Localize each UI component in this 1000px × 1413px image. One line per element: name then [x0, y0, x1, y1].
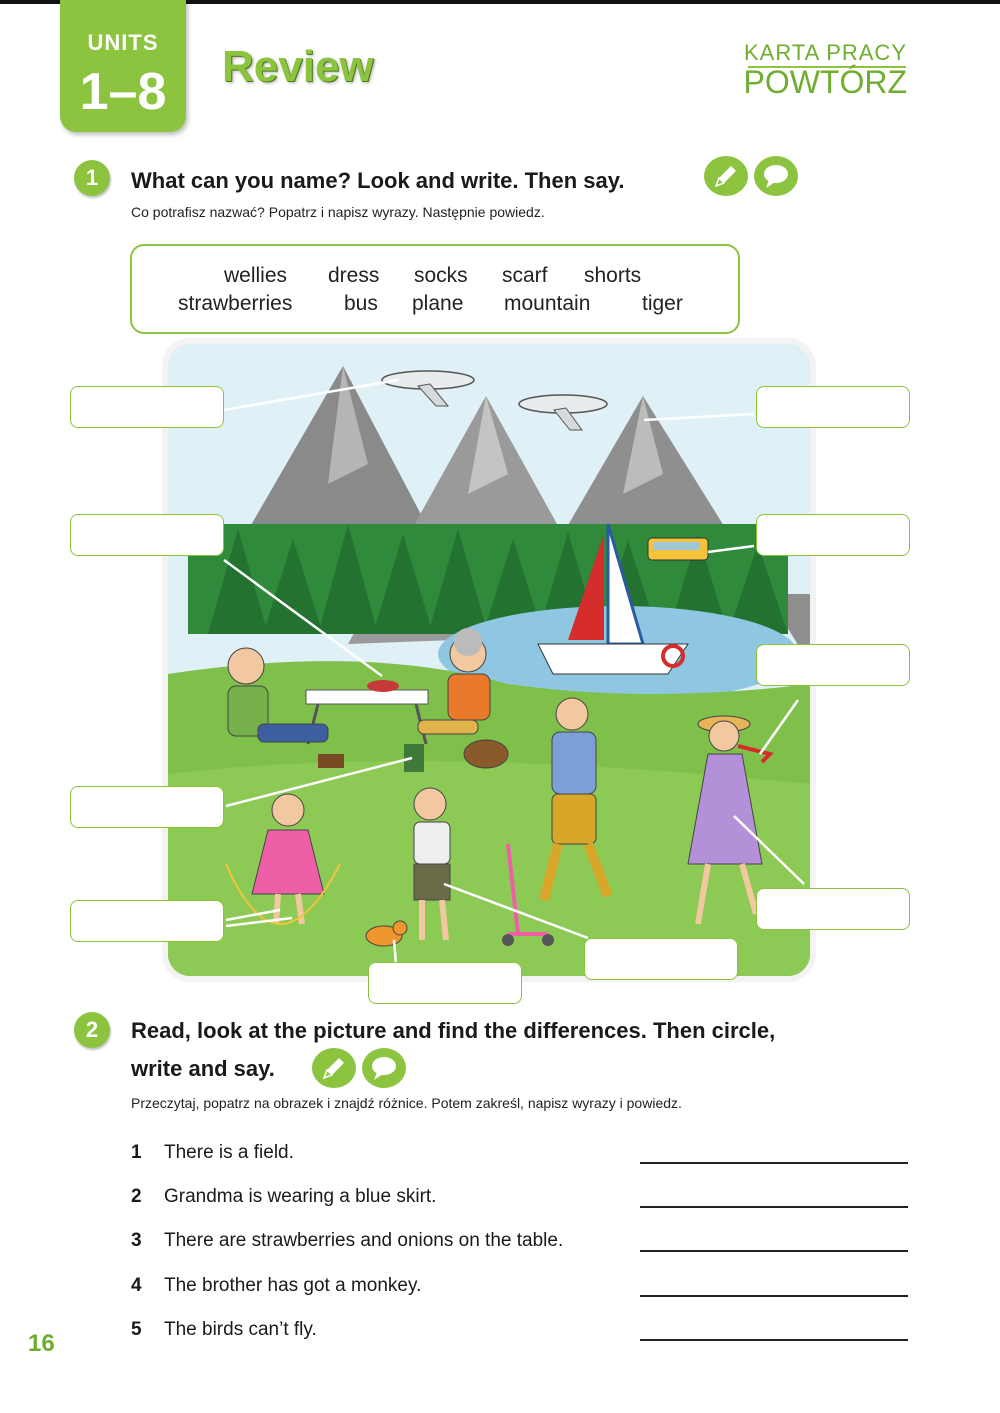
- word-bank: [130, 244, 740, 334]
- exercise-1-number: 1: [74, 160, 110, 196]
- speech-bubble-icon: [754, 156, 798, 196]
- word-bank-item: dress: [328, 264, 380, 287]
- answer-box-10[interactable]: [368, 962, 522, 1004]
- word-bank-item: socks: [414, 264, 468, 287]
- exercise-2-subtitle: Przeczytaj, popatrz na obrazek i znajdź różnice. Potem zakreśl, napisz wyrazy i powiedz.: [131, 1095, 682, 1111]
- pencil-icon: [312, 1048, 356, 1088]
- sentence-text: Grandma is wearing a blue skirt.: [164, 1186, 437, 1207]
- answer-box-7[interactable]: [756, 888, 910, 930]
- answer-line-3[interactable]: [640, 1250, 908, 1252]
- exercise-1-subtitle: Co potrafisz nazwać? Popatrz i napisz wyrazy. Następnie powiedz.: [131, 204, 545, 220]
- sentence-number: 5: [131, 1319, 142, 1340]
- word-bank-item: shorts: [584, 264, 642, 287]
- worksheet-type: POWTÓRZ: [743, 64, 907, 100]
- units-label: UNITS: [87, 30, 159, 55]
- answer-box-2[interactable]: [756, 386, 910, 428]
- sentence-number: 2: [131, 1186, 142, 1207]
- sentence-number: 3: [131, 1230, 142, 1251]
- bus: [648, 538, 708, 560]
- word-bank-item: tiger: [642, 292, 683, 315]
- word-bank-item: scarf: [502, 264, 548, 287]
- units-tab: [60, 0, 186, 132]
- page-number: 16: [28, 1330, 55, 1357]
- exercise-2-number: 2: [74, 1012, 110, 1048]
- answer-box-6[interactable]: [70, 786, 224, 828]
- answer-box-4[interactable]: [756, 514, 910, 556]
- word-bank-item: plane: [412, 292, 464, 315]
- exercise-1-title: What can you name? Look and write. Then say.: [131, 168, 625, 193]
- page-title: Review: [222, 42, 374, 91]
- worksheet-label: KARTA PRACY: [743, 40, 907, 65]
- exercise-2-title-cont: write and say.: [131, 1056, 275, 1081]
- answer-line-1[interactable]: [640, 1162, 908, 1164]
- answer-box-1[interactable]: [70, 386, 224, 428]
- answer-box-5[interactable]: [756, 644, 910, 686]
- answer-line-2[interactable]: [640, 1206, 908, 1208]
- sentence-number: 4: [131, 1275, 142, 1296]
- answer-box-3[interactable]: [70, 514, 224, 556]
- sentence-text: The brother has got a monkey.: [164, 1275, 422, 1296]
- answer-box-8[interactable]: [70, 900, 224, 942]
- units-range: 1–8: [79, 63, 167, 121]
- sentence-text: There are strawberries and onions on the table.: [164, 1230, 564, 1251]
- exercise-2-title: Read, look at the picture and find the differences. Then circle,: [131, 1018, 776, 1043]
- park-scene-illustration: [168, 344, 810, 976]
- word-bank-item: wellies: [224, 264, 288, 287]
- sentence-text: The birds can’t fly.: [164, 1319, 317, 1340]
- illustration: [168, 344, 810, 976]
- answer-line-4[interactable]: [640, 1295, 908, 1297]
- pencil-icon: [704, 156, 748, 196]
- sentence-number: 1: [131, 1142, 142, 1163]
- sentence-text: There is a field.: [164, 1142, 294, 1163]
- word-bank-item: mountain: [504, 292, 591, 315]
- answer-box-9[interactable]: [584, 938, 738, 980]
- word-bank-item: bus: [344, 292, 378, 315]
- word-bank-item: strawberries: [178, 292, 293, 315]
- speech-bubble-icon: [362, 1048, 406, 1088]
- answer-line-5[interactable]: [640, 1339, 908, 1341]
